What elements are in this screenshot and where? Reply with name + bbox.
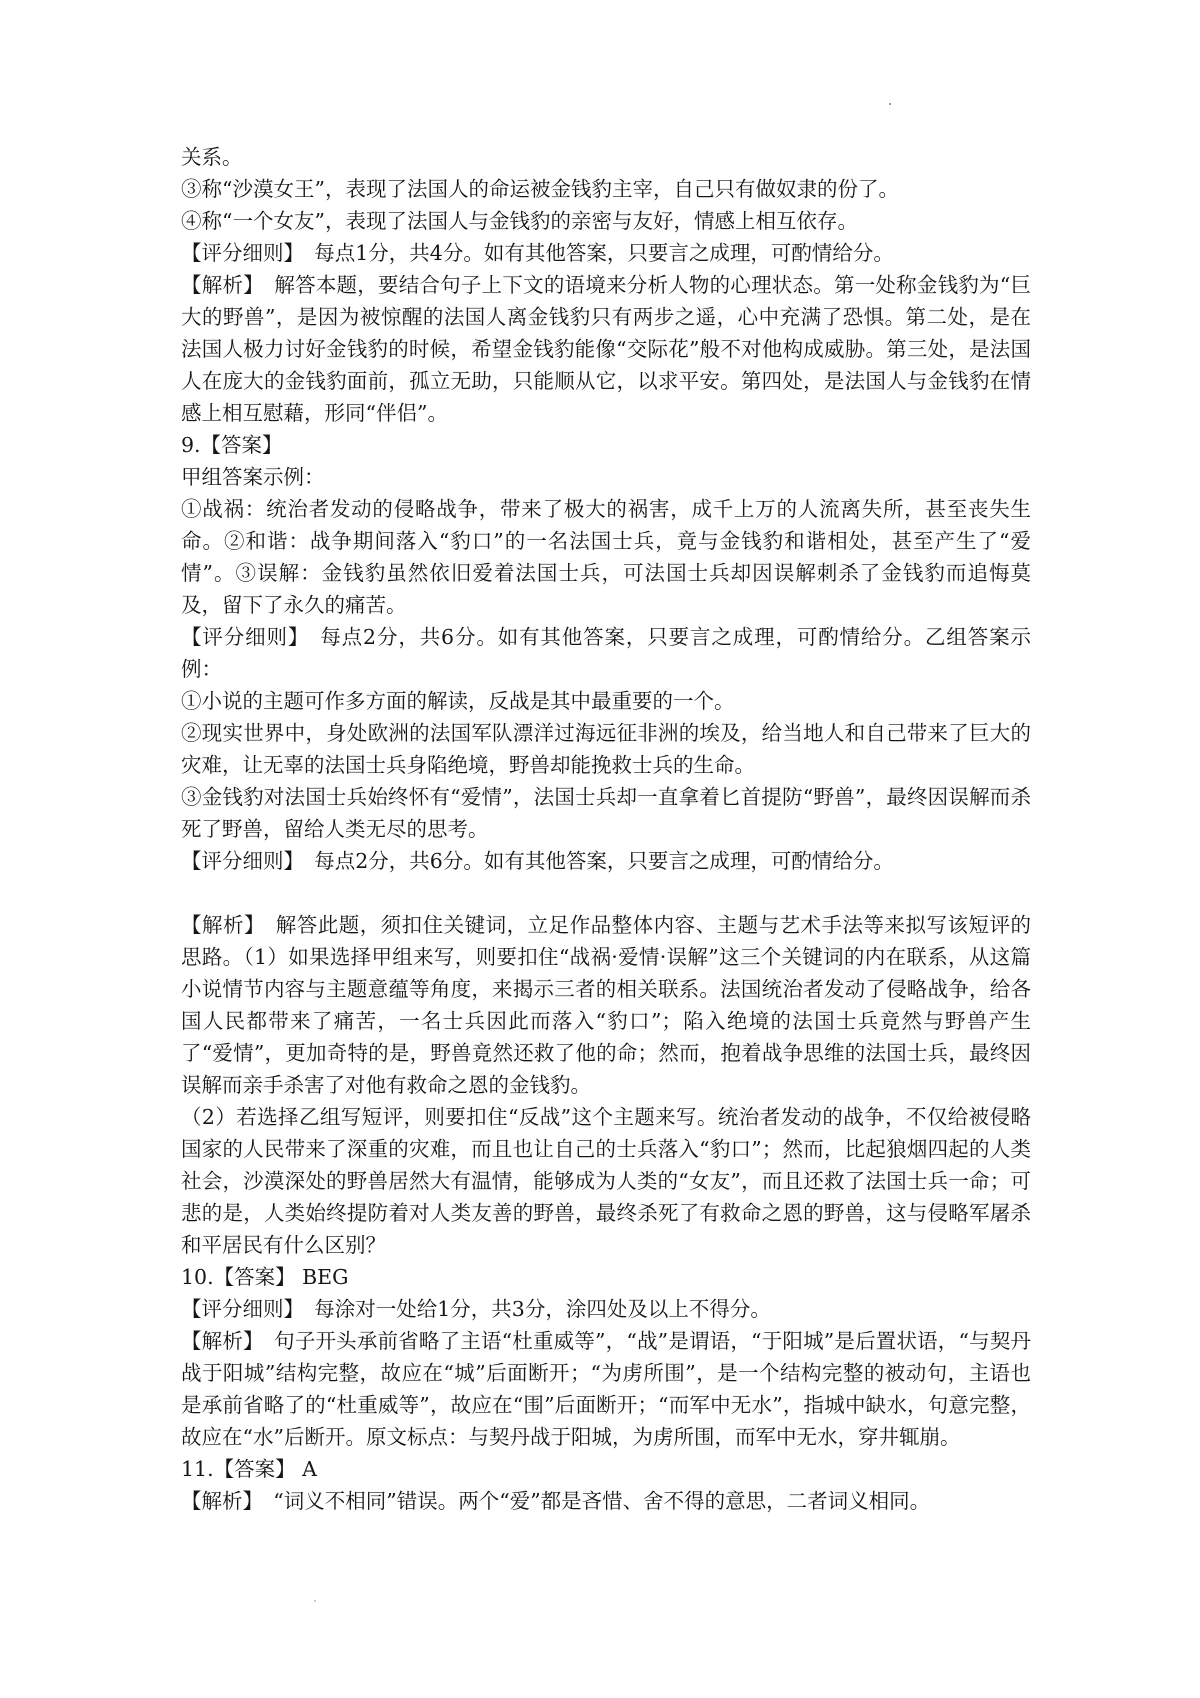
- analysis-paragraph: （2）若选择乙组写短评，则要扣住“反战”这个主题来写。统治者发动的战争，不仅给被侵略国家的人民带来了深重的灾难，而且也让自己的士兵落入“豹口”；然而，比起狼烟四起的人类社会，沙漠深处的野兽居然大有温情，能够成为人类的“女友”，而且还救了法国士兵一命；可悲的是，人类始终提防着对人类友善的野兽，最终杀死了有救命之恩的野兽，这与侵略军屠杀和平居民有什么区别？: [181, 1105, 1031, 1257]
- scoring-rules-line: 【评分细则】 每涂对一处给1分，共3分，涂四处及以上不得分。: [181, 1297, 771, 1321]
- scoring-rules-line: 【评分细则】 每点2分，共6分。如有其他答案，只要言之成理，可酌情给分。: [181, 849, 894, 873]
- scoring-rules-line: 【评分细则】 每点2分，共6分。如有其他答案，只要言之成理，可酌情给分。乙组答案示例：: [181, 625, 1031, 681]
- text-line: ③称“沙漠女王”，表现了法国人的命运被金钱豹主宰，自己只有做奴隶的份了。: [181, 177, 899, 201]
- analysis-paragraph: 【解析】 “词义不相同”错误。两个“爱”都是吝惜、舍不得的意思，二者词义相同。: [181, 1489, 931, 1513]
- question-11-answer: 11.【答案】 A: [181, 1457, 317, 1481]
- question-9-answer-heading: 9.【答案】: [181, 433, 283, 457]
- answer-text-body: [181, 141, 1031, 1517]
- group-a-heading: 甲组答案示例：: [181, 465, 325, 489]
- question-10-answer: 10.【答案】 BEG: [181, 1265, 349, 1289]
- text-line: 关系。: [181, 145, 243, 169]
- group-b-point-2: ②现实世界中，身处欧洲的法国军队漂洋过海远征非洲的埃及，给当地人和自己带来了巨大的灾难，让无辜的法国士兵身陷绝境，野兽却能挽救士兵的生命。: [181, 721, 1031, 777]
- text-line: ④称“一个女友”，表现了法国人与金钱豹的亲密与友好，情感上相互依存。: [181, 209, 858, 233]
- analysis-paragraph: 【解析】 句子开头承前省略了主语“杜重威等”，“战”是谓语，“于阳城”是后置状语，“与契丹战于阳城”结构完整，故应在“城”后面断开；“为虏所围”，是一个结构完整的被动句，主语也是承前省略了的“杜重威等”，故应在“围”后面断开；“而军中无水”，指城中缺水，句意完整，故应在“水”后断开。原文标点：与契丹战于阳城，为虏所围，而军中无水，穿井辄崩。: [181, 1329, 1031, 1449]
- group-b-point-3: ③金钱豹对法国士兵始终怀有“爱情”，法国士兵却一直拿着匕首提防“野兽”，最终因误解而杀死了野兽，留给人类无尽的思考。: [181, 785, 1031, 841]
- scan-speck: [314, 1600, 316, 1602]
- paragraph-gap: [181, 877, 1031, 909]
- group-b-point-1: ①小说的主题可作多方面的解读，反战是其中最重要的一个。: [181, 689, 735, 713]
- scan-speck: [889, 103, 891, 105]
- group-a-answer: ①战祸：统治者发动的侵略战争，带来了极大的祸害，成千上万的人流离失所，甚至丧失生命。②和谐：战争期间落入“豹口”的一名法国士兵，竟与金钱豹和谐相处，甚至产生了“爱情”。③误解：金钱豹虽然依旧爱着法国士兵，可法国士兵却因误解刺杀了金钱豹而追悔莫及，留下了永久的痛苦。: [181, 497, 1031, 617]
- scoring-rules-line: 【评分细则】 每点1分，共4分。如有其他答案，只要言之成理，可酌情给分。: [181, 241, 894, 265]
- analysis-paragraph: 【解析】 解答本题，要结合句子上下文的语境来分析人物的心理状态。第一处称金钱豹为“巨大的野兽”，是因为被惊醒的法国人离金钱豹只有两步之遥，心中充满了恐惧。第二处，是在法国人极力讨好金钱豹的时候，希望金钱豹能像“交际花”般不对他构成威胁。第三处，是法国人在庞大的金钱豹面前，孤立无助，只能顺从它，以求平安。第四处，是法国人与金钱豹在情感上相互慰藉，形同“伴侣”。: [181, 273, 1031, 425]
- analysis-paragraph: 【解析】 解答此题，须扣住关键词，立足作品整体内容、主题与艺术手法等来拟写该短评的思路。（1）如果选择甲组来写，则要扣住“战祸·爱情·误解”这三个关键词的内在联系，从这篇小说情节内容与主题意蕴等角度，来揭示三者的相关联系。法国统治者发动了侵略战争，给各国人民都带来了痛苦，一名士兵因此而落入“豹口”；陷入绝境的法国士兵竟然与野兽产生了“爱情”，更加奇特的是，野兽竟然还救了他的命；然而，抱着战争思维的法国士兵，最终因误解而亲手杀害了对他有救命之恩的金钱豹。: [181, 913, 1031, 1097]
